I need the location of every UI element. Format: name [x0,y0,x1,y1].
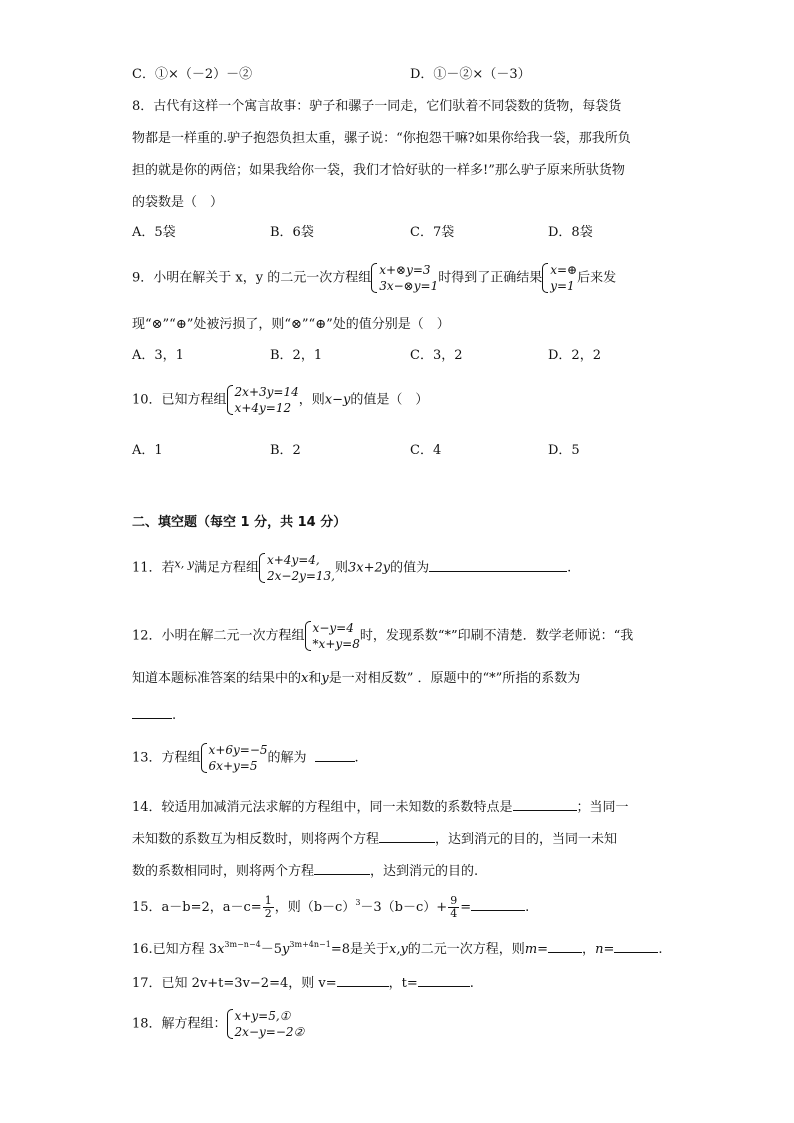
q16-middle: =8是关于 [330,942,389,957]
q10-middle: ，则 [298,392,325,408]
q17-line [132,972,474,993]
q10-line-1 [132,384,428,416]
q12-eq-2: *x+y=8 [312,637,360,651]
q12-equation-system [305,620,360,652]
q16-n: n [595,942,604,957]
q15-middle: ，则（b－c） [274,900,356,915]
q13-equation-system [201,742,268,774]
q11-vars: x, y [174,557,194,571]
q16-x: x [217,942,225,957]
q18-eq-1: x+y=5,① [234,1009,291,1023]
q18-prefix: 18．解方程组： [132,1016,227,1032]
q7-option-c[interactable]: C．①×（－2）－② [132,67,253,82]
q15-frac2-den: 4 [450,907,458,920]
section-2-title: 二、填空题（每空 1 分，共 14 分） [132,515,347,530]
q17-end: . [469,976,474,991]
q9-option-b[interactable]: B．2，1 [270,348,323,363]
q9-eq-2: 3x−⊗y=1 [379,279,439,293]
q10-expression: x−y [324,392,351,408]
q15-frac1-den: 2 [264,907,272,920]
q16-eq-2: = [603,942,615,957]
q8-text-line-4: 的袋数是（ ） [132,195,224,210]
q16-comma: ， [582,942,596,957]
q12-suffix: 时，发现系数“*”印刷不清楚．数学老师说：“我 [359,628,634,644]
q8-option-c[interactable]: C．7袋 [410,225,455,240]
q9-middle: 时得到了正确结果 [438,270,543,286]
q17-t-blank[interactable] [418,972,470,987]
q15-prefix: 15．a－b=2，a－c= [132,900,262,915]
q15-eq: = [460,900,472,915]
q9-line-2: 现“⊗”“⊕”处被污损了，则“⊗”“⊕”处的值分别是（ ） [132,317,450,332]
q7-option-d[interactable]: D．①－②×（－3） [410,67,531,82]
q13-end: . [354,750,359,766]
q13-answer-blank[interactable] [315,747,355,762]
q8-text-line-2: 物都是一样重的.驴子抱怨负担太重，骡子说：“你抱怨干嘛?如果你给我一袋，那我所负 [132,131,631,146]
q11-prefix: 11．若 [132,560,175,576]
q17-v-blank[interactable] [337,972,389,987]
q14-blank-3[interactable] [314,860,370,875]
q16-minus: －5 [260,942,283,957]
q15-fraction-2 [448,895,459,920]
q10-option-a[interactable]: A．1 [132,443,163,458]
q9-suffix: 后来发 [577,270,617,286]
q16-m: m [524,942,538,957]
q11-middle-2: 则 [335,560,349,576]
q16-line [132,936,662,959]
q9-eq-1: x+⊗y=3 [379,263,431,277]
q14-line-2b: ，达到消元的目的，当同一未知 [435,832,618,847]
q15-middle-2: －3（b－c）+ [360,900,448,915]
q10-prefix: 10．已知方程组 [132,392,227,408]
q17-prefix: 17．已知 2v+t=3v−2=4，则 v= [132,976,337,991]
q12-line-3 [132,704,176,725]
q9-option-a[interactable]: A．3，1 [132,348,184,363]
q16-middle-2: 的二元一次方程，则 [407,942,525,957]
q15-fraction-1 [263,895,274,920]
q15-end: . [525,900,530,915]
q9-result-1: x=⊕ [550,263,578,277]
q13-prefix: 13．方程组 [132,750,201,766]
q14-line-2 [132,828,617,849]
q10-option-c[interactable]: C．4 [410,443,442,458]
q12-line-2a: 知道本题标准答案的结果中的 [132,671,302,686]
q12-line-2 [132,670,580,688]
q9-option-d[interactable]: D．2，2 [548,348,601,363]
q10-suffix: 的值是（ ） [350,392,429,408]
q11-line [132,552,571,584]
q8-text-line-3: 担的就是你的两倍；如果我给你一袋，我们才恰好驮的一样多!”那么驴子原来所驮货物 [132,163,625,178]
q16-prefix: 16.已知方程 3 [132,942,218,957]
q16-exponent-1: 3m−n−4 [224,940,261,949]
q15-answer-blank[interactable] [471,896,525,911]
q16-y: y [282,942,290,957]
q16-vars: x,y [388,942,408,957]
q11-answer-blank[interactable] [429,557,567,572]
q12-answer-blank[interactable] [132,704,172,719]
q16-exponent-2: 3m+4n−1 [289,940,331,949]
q14-line-3b: ，达到消元的目的. [370,864,479,879]
q10-option-d[interactable]: D．5 [548,443,580,458]
q11-middle-1: 满足方程组 [193,560,259,576]
q9-prefix: 9．小明在解关于 x，y 的二元一次方程组 [132,270,372,286]
q14-line-3a: 数的系数相同时，则将两个方程 [132,864,315,879]
q15-frac1-num: 1 [264,894,272,907]
q12-prefix: 12．小明在解二元一次方程组 [132,628,305,644]
q9-result-system [542,262,577,294]
q9-option-c[interactable]: C．3，2 [410,348,463,363]
q12-line-2b: 是一对相反数” ．原题中的“*”所指的系数为 [328,671,581,686]
q13-line [132,742,359,774]
q12-y: y [321,671,329,686]
q11-equation-system [259,552,335,584]
q9-equation-system [371,262,438,294]
q16-eq-1: = [537,942,549,957]
q12-eq-1: x−y=4 [312,621,354,635]
q12-and: 和 [308,671,322,686]
q15-line [132,894,529,920]
q12-x: x [301,671,309,686]
q18-line [132,1008,304,1040]
q14-line-1 [132,796,629,817]
q12-line-1 [132,620,633,652]
q14-blank-1[interactable] [513,796,577,811]
q11-eq-1: x+4y=4, [266,553,320,567]
q18-equation-system [227,1008,305,1040]
q14-line-1b: ；当同一 [576,800,629,815]
q11-eq-2: 2x−2y=13, [266,569,335,583]
q13-eq-1: x+6y=−5 [208,743,268,757]
q9-result-2: y=1 [550,279,575,293]
q16-m-blank[interactable] [548,938,582,953]
q10-option-b[interactable]: B．2 [270,443,301,458]
q16-n-blank[interactable] [614,938,658,953]
q13-eq-2: 6x+y=5 [208,759,258,773]
q10-eq-1: 2x+3y=14 [234,385,299,399]
q18-eq-2: 2x−y=−2② [234,1025,305,1039]
q12-end: . [172,708,177,723]
q10-equation-system [227,384,299,416]
q14-line-1a: 14．较适用加减消元法求解的方程组中，同一未知数的系数特点是 [132,800,513,815]
q8-option-b[interactable]: B．6袋 [270,225,314,240]
q8-text-line-1: 8．古代有这样一个寓言故事：驴子和骡子一同走，它们驮着不同袋数的货物，每袋货 [132,99,622,114]
q16-end: . [658,942,663,957]
q14-line-2a: 未知数的系数互为相反数时，则将两个方程 [132,832,380,847]
q11-expression: 3x+2y [348,560,391,576]
q11-suffix: 的值为 [390,560,430,576]
q11-end: . [567,560,572,576]
q17-middle: ，t= [388,976,418,991]
q15-power: 3 [355,898,361,907]
q8-option-a[interactable]: A．5袋 [132,225,176,240]
q14-blank-2[interactable] [379,828,435,843]
q13-suffix: 的解为 [267,750,307,766]
q10-eq-2: x+4y=12 [234,401,292,415]
q9-line-1 [132,262,616,294]
q14-line-3 [132,860,478,881]
q15-frac2-num: 9 [450,894,458,907]
q8-option-d[interactable]: D．8袋 [548,225,593,240]
